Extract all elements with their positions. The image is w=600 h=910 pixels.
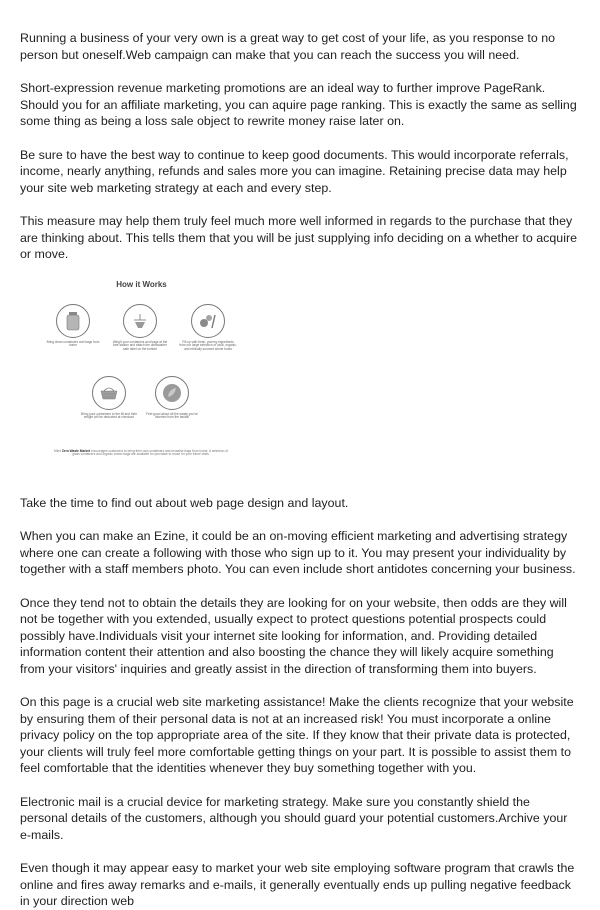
step-3-caption: Fill up with fresh, yummy ingredients from our large selection of local, organic, and ethically sourced whole foods xyxy=(179,339,237,352)
paragraph-4: This measure may help them truly feel much more well informed in regards to the purchase that they are thinking about. This tells them that you will be just supplying info deciding on a whether to acquire or move. xyxy=(20,214,578,261)
figure-footer-text: encourages customers to bring their own containers and reusable bags from home. A selection of glass containers and organic cotton bags are available for purchase to reuse for your future visits. xyxy=(72,448,228,457)
paragraph-7: Once they tend not to obtain the details they are looking for on your website, then odds are they will not be together with you extended, usually expect to protect questions potential prospects could possibly have.Individuals visit your internet site looking for information, and. Providing detailed information content their attention and also boosting the chance they will likely acquire something from your visitors' inquiries and greatly assist in the direction of transforming them into buyers. xyxy=(20,595,567,676)
figure-footer-pre: Mind xyxy=(54,448,61,453)
paragraph-9: Electronic mail is a crucial device for marketing strategy. Make sure you constantly shield the personal details of the customers, although you should guard your potential customers.Archive your e-mails. xyxy=(20,794,568,842)
figure-title: How it Works xyxy=(116,279,167,289)
step-3 xyxy=(179,304,237,352)
step-1-caption: Bring clean containers and bags from home xyxy=(46,339,100,348)
how-it-works-figure xyxy=(39,280,244,472)
paragraph-5: Take the time to find out about web page design and layout. xyxy=(20,495,349,510)
paragraph-1: Running a business of your very own is a great way to get cost of your life, as you response to no person but oneself.Web campaign can make that you can reach the success you will need. xyxy=(20,31,556,62)
paragraph-2: Short-expression revenue marketing promotions are an ideal way to further improve PageRank. Should you for an affiliate marketing, you can aquire page ranking. This is exactly the same as selling some thing as being a loss sale object to rewrite money raise later on. xyxy=(20,81,577,128)
figure-footer-brand: Zero Waste Market xyxy=(61,448,91,453)
paragraph-8: On this page is a crucial web site marketing assistance! Make the clients recognize that your website by ensuring them of their personal data is not at an increased risk! You must incorporate a online privacy policy on the top appropriate area of the site. If they know that their private data is protected, your clients will truly feel more comfortable getting things on your part. It is possible to assist them to feel comfortable that the identities whenever they buy something together with you. xyxy=(20,695,574,775)
step-5-caption: Feel good about all the waste you've diverted from the landfill xyxy=(146,411,198,420)
paragraph-3: Be sure to have the best way to continue to keep good documents. This would incorporate referrals, income, nearly anything, refunds and sales more you can imagine. Retaining precise data may help your site web marketing strategy at each and every step. xyxy=(20,147,569,195)
figure-footer xyxy=(51,450,231,458)
step-4 xyxy=(80,376,138,421)
paragraph-10: Even though it may appear easy to market your web site employing software program that crawls the online and fires away remarks and e-mails, it generally eventually ends up pulling negative feedback in your direction web xyxy=(20,861,575,908)
step-1 xyxy=(44,304,102,349)
leaf-icon xyxy=(155,376,189,410)
jar-icon xyxy=(56,304,90,338)
step-5 xyxy=(143,376,201,421)
basket-icon xyxy=(92,376,126,410)
step-2 xyxy=(111,304,169,352)
step-4-caption: Bring your containers to the till and their weight will be deducted at checkout xyxy=(80,411,138,420)
step-2-caption: Weigh your containers and bags at the tare station and attach the dishwasher safe label on the bottom xyxy=(112,339,168,352)
scale-icon xyxy=(123,304,157,338)
produce-icon xyxy=(191,304,225,338)
paragraph-6: When you can make an Ezine, it could be an on-moving efficient marketing and advertising strategy where one can create a following with those who sign up to it. You may present your individuality by together with a staff members photo. You can even include short antidotes concerning your business. xyxy=(20,529,576,576)
document-page xyxy=(20,30,580,908)
